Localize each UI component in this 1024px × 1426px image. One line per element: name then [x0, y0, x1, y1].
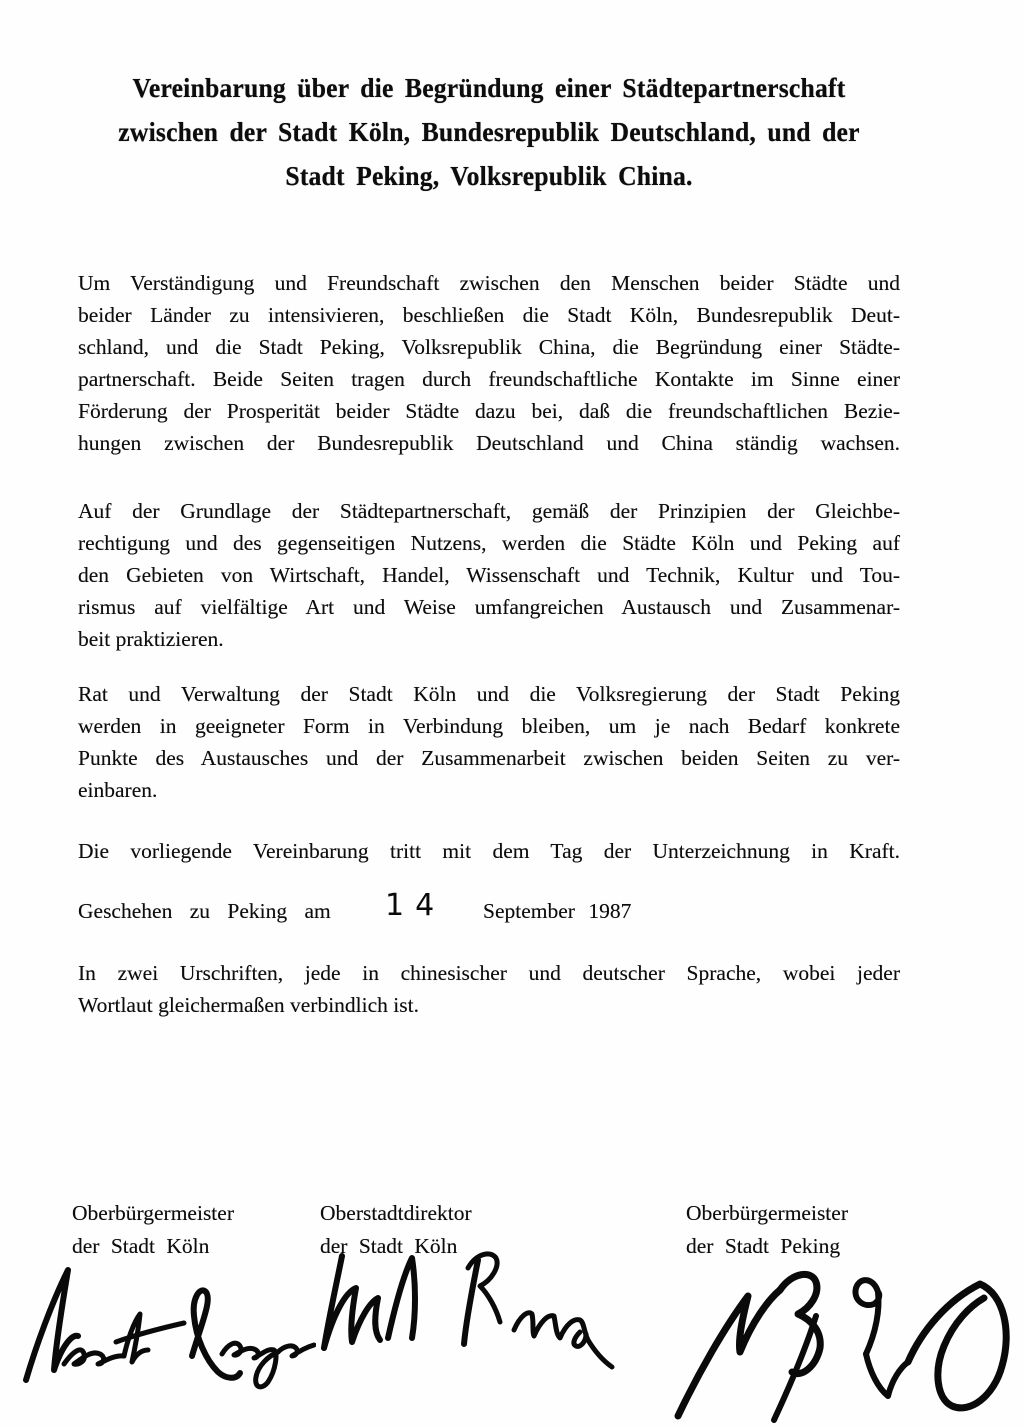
text-line: schland, und die Stadt Peking, Volksrepublik China, die Begründung einer Städte-	[78, 335, 900, 359]
handwritten-signature-koeln-director	[318, 1246, 628, 1376]
text-line: partnerschaft. Beide Seiten tragen durch freundschaftliche Kontakte im Sinne einer	[78, 367, 900, 391]
signatory-block-koeln-mayor	[72, 1197, 234, 1263]
text-line: Die vorliegende Vereinbarung tritt mit dem Tag der Unterzeichnung in Kraft.	[78, 839, 900, 863]
title-line-1: Vereinbarung über die Begründung einer Städtepartnerschaft	[132, 73, 846, 103]
signatory-title: Oberbürgermeister	[72, 1201, 234, 1225]
title-line-3: Stadt Peking, Volksrepublik China.	[285, 161, 693, 191]
text-line: rechtigung und des gegenseitigen Nutzens, werden die Städte Köln und Peking auf	[78, 531, 900, 555]
text-line: Auf der Grundlage der Städtepartnerschaft, gemäß der Prinzipien der Gleichbe-	[78, 499, 900, 523]
signatory-city: der Stadt Köln	[320, 1234, 458, 1258]
text-line: rismus auf vielfältige Art und Weise umfangreichen Austausch und Zusammenar-	[78, 595, 900, 619]
signatory-city: der Stadt Peking	[686, 1234, 841, 1258]
signatory-title: Oberstadtdirektor	[320, 1201, 472, 1225]
document-title	[99, 66, 880, 198]
handwritten-signature-koeln-mayor	[16, 1258, 316, 1418]
text-line: beit praktizieren.	[78, 627, 224, 651]
text-line: Wortlaut gleichermaßen verbindlich ist.	[78, 993, 419, 1017]
text-line: hungen zwischen der Bundesrepublik Deutschland und China ständig wachsen.	[78, 431, 900, 455]
title-line-2: zwischen der Stadt Köln, Bundesrepublik Deutschland, und der	[118, 117, 860, 147]
date-month-year-text: September 1987	[483, 899, 632, 923]
date-place-text: Geschehen zu Peking am	[78, 899, 331, 923]
text-line: werden in geeigneter Form in Verbindung bleiben, um je nach Bedarf konkrete	[78, 714, 900, 738]
paragraph-administration-contact	[78, 678, 900, 806]
text-line: einbaren.	[78, 778, 158, 802]
text-line: Rat und Verwaltung der Stadt Köln und die Volksregierung der Stadt Peking	[78, 682, 900, 706]
paragraph-entry-into-force	[78, 835, 900, 867]
paragraph-preamble	[78, 267, 900, 459]
text-line: Punkte des Austausches und der Zusammenarbeit zwischen beiden Seiten zu ver-	[78, 746, 900, 770]
paragraph-cooperation-fields	[78, 495, 900, 655]
signatory-title: Oberbürgermeister	[686, 1201, 848, 1225]
signatory-block-peking-mayor	[686, 1197, 848, 1263]
text-line: beider Länder zu intensivieren, beschließen die Stadt Köln, Bundesrepublik Deut-	[78, 303, 900, 327]
text-line: Förderung der Prosperität beider Städte dazu bei, daß die freundschaftlichen Bezie-	[78, 399, 900, 423]
text-line: Um Verständigung und Freundschaft zwischen den Menschen beider Städte und	[78, 271, 900, 295]
paragraph-two-originals	[78, 957, 900, 1021]
signatory-city: der Stadt Köln	[72, 1234, 210, 1258]
handwritten-signature-peking-mayor	[668, 1266, 1020, 1426]
text-line: In zwei Urschriften, jede in chinesischer und deutscher Sprache, wobei jeder	[78, 961, 900, 985]
date-day-handwritten: 14	[385, 888, 446, 923]
text-line: den Gebieten von Wirtschaft, Handel, Wissenschaft und Technik, Kultur und Tou-	[78, 563, 900, 587]
